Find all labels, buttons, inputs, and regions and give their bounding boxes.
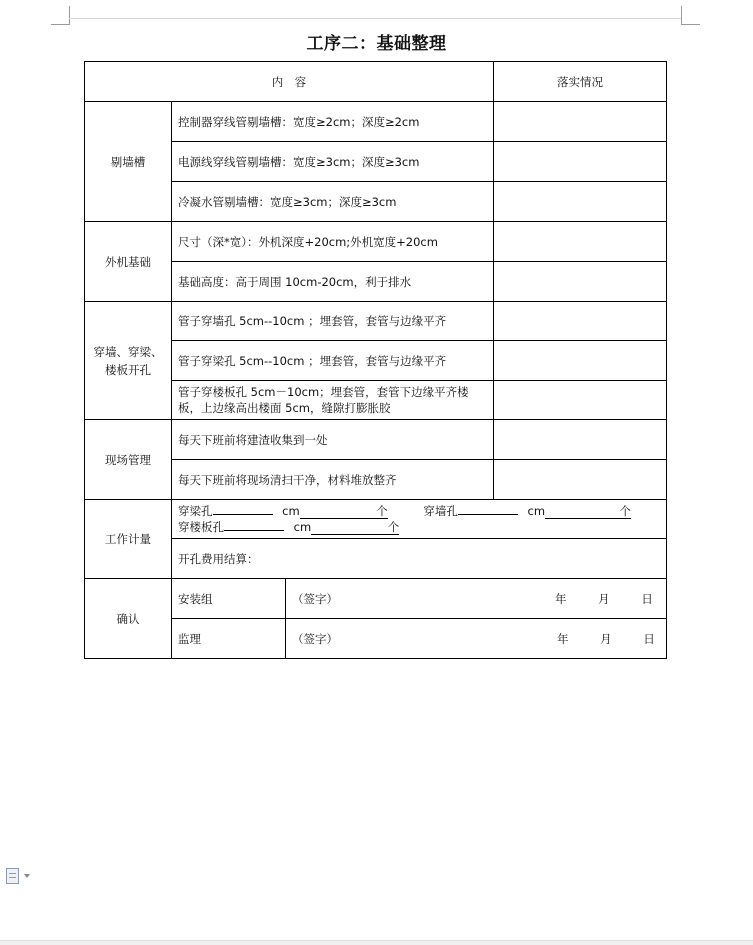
status-cell[interactable] <box>494 142 667 182</box>
settlement-label: 开孔费用结算： <box>178 551 259 566</box>
month-label: 月 <box>598 591 610 606</box>
status-cell[interactable] <box>494 182 667 222</box>
document-icon[interactable] <box>6 868 19 884</box>
item-text: 每天下班前将建渣收集到一处 <box>172 420 494 460</box>
signature-label: （签字） <box>292 631 338 646</box>
year-label: 年 <box>557 631 569 646</box>
table-row <box>85 500 667 539</box>
item-text: 管子穿墙孔 5cm--10cm ；埋套管，套管与边缘平齐 <box>172 302 494 341</box>
inspection-form-table <box>84 61 667 659</box>
year-label: 年 <box>555 591 567 606</box>
header-status: 落实情况 <box>494 62 667 102</box>
role-supervisor: 监理 <box>172 619 286 659</box>
table-row <box>85 460 667 500</box>
corner-mark-top-left <box>69 6 70 25</box>
header-content: 内 容 <box>85 62 494 102</box>
category-drilling-line1: 穿墙、穿梁、 <box>93 344 163 359</box>
table-row <box>85 302 667 341</box>
page-header-line <box>69 18 681 19</box>
table-row <box>85 381 667 420</box>
status-cell[interactable] <box>494 302 667 341</box>
category-confirm: 确认 <box>85 579 172 659</box>
floor-hole-count-blank[interactable] <box>311 520 399 535</box>
table-header-row <box>85 62 667 102</box>
item-text: 管子穿梁孔 5cm--10cm ；埋套管，套管与边缘平齐 <box>172 341 494 381</box>
table-row <box>85 579 667 619</box>
status-cell[interactable] <box>494 102 667 142</box>
table-row <box>85 539 667 579</box>
status-cell[interactable] <box>494 420 667 460</box>
beam-hole-label: 穿梁孔 <box>178 504 213 518</box>
date-fields <box>557 631 655 647</box>
document-title: 工序二：基础整理 <box>306 34 447 54</box>
date-fields <box>555 591 653 607</box>
work-measure-line-2 <box>178 519 660 535</box>
beam-hole-size-blank[interactable] <box>213 503 273 515</box>
day-label: 日 <box>643 631 655 646</box>
table-row <box>85 341 667 381</box>
table-row <box>85 262 667 302</box>
category-outdoor-base: 外机基础 <box>85 222 172 302</box>
wall-hole-label: 穿墙孔 <box>423 504 458 518</box>
day-label: 日 <box>641 591 653 606</box>
work-measure-cell <box>172 500 667 539</box>
floor-hole-label: 穿楼板孔 <box>178 520 224 534</box>
item-text: 尺寸（深*宽）：外机深度+20cm;外机宽度+20cm <box>172 222 494 262</box>
category-site-management: 现场管理 <box>85 420 172 500</box>
table-row <box>85 142 667 182</box>
item-text: 管子穿楼板孔 5cm－10cm；埋套管，套管下边缘平齐楼板，上边缘高出楼面 5cm，缝隙打膨胀胶 <box>172 381 494 420</box>
corner-mark-top-right <box>681 6 682 25</box>
item-text: 控制器穿线管剔墙槽：宽度≥2cm；深度≥2cm <box>172 102 494 142</box>
settlement-cell[interactable] <box>172 539 667 579</box>
wall-hole-count-blank[interactable] <box>545 504 631 519</box>
table-row <box>85 420 667 460</box>
signature-cell-install[interactable] <box>286 579 667 619</box>
floor-hole-count-unit: 个 <box>387 520 400 534</box>
item-text: 每天下班前将现场清扫干净，材料堆放整齐 <box>172 460 494 500</box>
wall-hole-count-unit: 个 <box>619 504 632 518</box>
beam-hole-unit: cm <box>282 504 300 518</box>
category-wall-groove: 剔墙槽 <box>85 102 172 222</box>
table-row <box>85 222 667 262</box>
item-text: 冷凝水管剔墙槽：宽度≥3cm；深度≥3cm <box>172 182 494 222</box>
floor-hole-unit: cm <box>293 520 312 534</box>
beam-hole-count-blank[interactable] <box>300 504 388 519</box>
status-cell[interactable] <box>494 262 667 302</box>
item-text: 基础高度：高于周围 10cm-20cm，利于排水 <box>172 262 494 302</box>
category-drilling-line2: 楼板开孔 <box>105 362 151 377</box>
beam-hole-count-unit: 个 <box>376 504 388 518</box>
chevron-down-icon[interactable] <box>24 874 30 878</box>
signature-cell-supervisor[interactable] <box>286 619 667 659</box>
role-install-team: 安装组 <box>172 579 286 619</box>
table-row <box>85 182 667 222</box>
status-cell[interactable] <box>494 460 667 500</box>
corner-mark-top-left-h <box>51 24 70 25</box>
status-cell[interactable] <box>494 222 667 262</box>
month-label: 月 <box>600 631 612 646</box>
signature-label: （签字） <box>292 591 338 606</box>
window-bottom-strip <box>0 940 753 945</box>
category-drilling <box>85 302 172 420</box>
item-text: 电源线穿线管剔墙槽：宽度≥3cm；深度≥3cm <box>172 142 494 182</box>
status-cell[interactable] <box>494 341 667 381</box>
table-row <box>85 619 667 659</box>
table-row <box>85 102 667 142</box>
category-work-measure: 工作计量 <box>85 500 172 579</box>
wall-hole-unit: cm <box>527 504 546 518</box>
status-cell[interactable] <box>494 381 667 420</box>
floor-hole-size-blank[interactable] <box>224 519 284 531</box>
wall-hole-size-blank[interactable] <box>458 503 518 515</box>
corner-mark-top-right-h <box>681 24 700 25</box>
work-measure-line-1 <box>178 503 660 519</box>
